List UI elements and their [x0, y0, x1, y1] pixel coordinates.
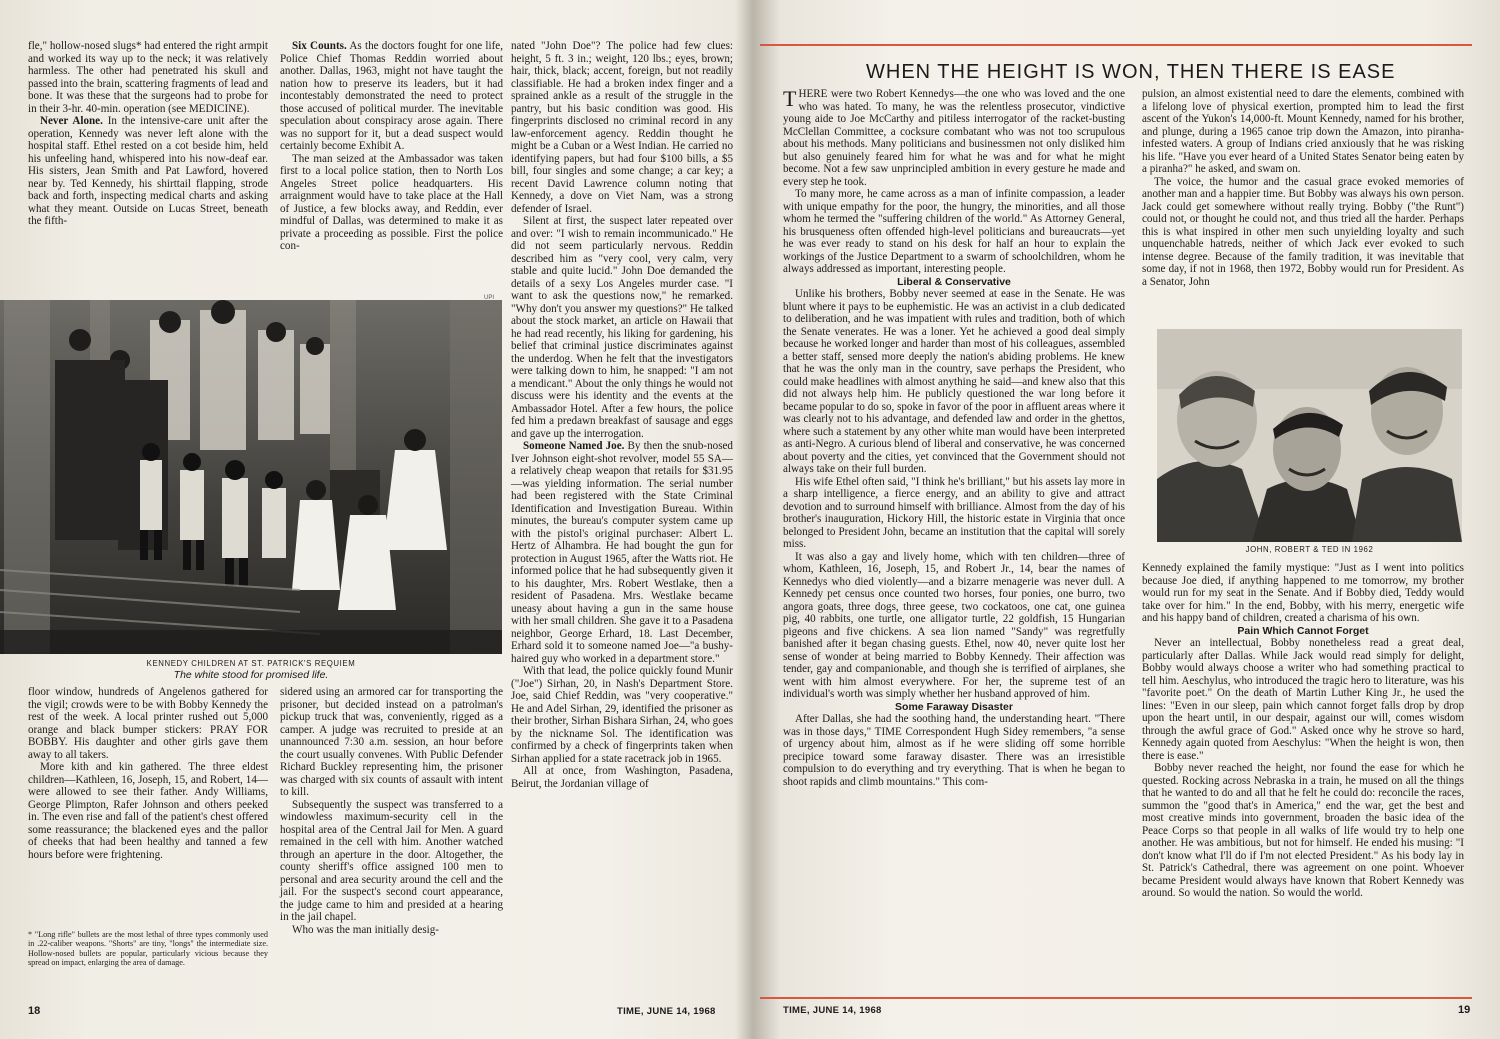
paragraph: floor window, hundreds of Angelenos gathered for the vigil; crowds were to be with Bobby Kennedy the rest of the week. A local printer rushed out 5,000 orange and black bumper stickers: PRAY FOR BOBBY. His daughter and other girls gave them away to all takers.: [28, 686, 268, 761]
paragraph: All at once, from Washington, Pasadena, Beirut, the Jordanian village of: [511, 765, 733, 790]
right-col1: [783, 88, 1125, 788]
brothers-photo: [1157, 329, 1462, 542]
paragraph: Never Alone. In the intensive-care unit after the operation, Kennedy was never left alone with the hospital staff. Ethel rested on a cot beside him, held his unfeeling hand, whispered into his now-deaf ear. His sisters, Jean Smith and Pat Lawford, hovered near by. Ted Kennedy, his shirttail flapping, strode back and forth, inspecting medical charts and asking what they meant. Outside on Lucas Street, beneath the fifth-: [28, 115, 268, 227]
photo-credit-mark: UPI: [484, 295, 495, 301]
photo-caption: JOHN, ROBERT & TED IN 1962: [1245, 545, 1374, 554]
photo-subcaption: The white stood for promised life.: [173, 669, 329, 681]
paragraph: His wife Ethel often said, "I think he's brilliant," but his assets lay more in a sharp intelligence, a fierce energy, and an ability to give and attract devotion and to surround himself with brilliance. Almost from the day of his brother's inauguration, Hickory Hill, the historic estate in Virginia that once belonged to President John, became an institution that the capital will sorely miss.: [783, 475, 1125, 550]
paragraph: Someone Named Joe. By then the snub-nosed Iver Johnson eight-shot revolver, model 55 SA—a relatively cheap weapon that retails for $31.95—was yielding information. The serial number had been registered with the State Criminal Identification and Investigation Bureau. Within minutes, the bureau's computer system came up with the pistol's original purchaser: Albert L. Hertz of Alhambra. He had bought the gun for protection in August 1965, after the Watts riot. He informed police that he had subsequently given it to his daughter, Mrs. Robert Westlake, then a resident of Pasadena. Mrs. Westlake became uneasy about having a gun in the same house with her small children. She gave it to a Pasadena neighbor, George Erhard, 18. Last December, Erhard sold it to someone named Joe—"a bushy-haired guy who worked in a department store.": [511, 440, 733, 665]
right-col2-bottom: [1142, 562, 1464, 900]
left-col1-top: [28, 40, 268, 228]
drop-cap: T: [783, 86, 797, 111]
requiem-photo: [0, 300, 502, 654]
subhead: Some Faraway Disaster: [895, 700, 1013, 713]
footnote: * "Long rifle" bullets are the most lethal of three types commonly used in .22-caliber weapons. "Shorts" are tiny, "longs" the intermediate size. Hollow-nosed bullets are popular, particularly vicious because they spread on impact, enlarging the area of damage.: [28, 930, 268, 968]
bottom-rule: [760, 997, 1472, 999]
paragraph: The man seized at the Ambassador was taken first to a local police station, then to North Los Angeles Street police headquarters. His arraignment would have to take place at the Hall of Justice, a few blocks away, and Reddin, ever mindful of Dallas, was determined to make it as private a proceeding as possible. First the police con-: [280, 152, 503, 252]
paragraph: sidered using an armored car for transporting the prisoner, but decided instead on a patrolman's pickup truck that was, conveniently, rigged as a camper. A judge was recruited to preside at an unannounced 7:30 a.m. session, an hour before the court usually convenes. With Public Defender Richard Buckley representing him, the prisoner was charged with six counts of assault with intent to kill.: [280, 686, 503, 798]
left-col2-bottom: [280, 686, 503, 936]
paragraph: Six Counts. As the doctors fought for one life, Police Chief Thomas Reddin worried about another. Dallas, 1963, might not have taught the nation how to preserve its leaders, but it had incontestably demonstrated the need to protect those accused of political murder. The inevitable speculation about conspiracy arose again. There was no support for it, but a dead suspect would certainly become Exhibit A.: [280, 40, 503, 152]
paragraph: Bobby never reached the height, nor found the ease for which he quested. Rocking across Nebraska in a train, he mused on all the things that he wanted to do and all that he felt he could do: reconcile the races, summon the "good that's in America," end the war, get the best and most creative minds into government, broaden the basic idea of the Peace Corps so that people in all walks of life would try to help one another. He was ambitious, but not for himself. He ended his musing: "I don't know what I'll do if I'm not elected President." As his body lay in St. Patrick's Cathedral, there was agreement on one point. Whoever became President would always have known that Robert Kennedy was around. So would the nation. So would the world.: [1142, 762, 1464, 899]
photo-caption: KENNEDY CHILDREN AT ST. PATRICK'S REQUIEM: [146, 659, 356, 668]
subhead: Liberal & Conservative: [897, 275, 1011, 288]
paragraph: It was also a gay and lively home, which with ten children—three of whom, Kathleen, 16, Joseph, 15, and Robert Jr., 14, bear the names of Kennedys who died violently—and a bizarre menagerie was never dull. A Kennedy pet census once counted two horses, four ponies, one burro, two angora goats, three dogs, three geese, two cockatoos, one cat, one guinea pig, 40 rabbits, one turtle, one alligator turtle, 22 goldfish, 15 Hungarian pigeons and five chickens. A sea lion named "Sandy" was regretfully banished after it began chasing guests. Ethel, now 40, never quite lost her sense of wonder at being married to Bobby Kennedy. Their affection was tender, gay and companionable, and though she is terrified of airplanes, she went with him almost everywhere. For her, the supreme test of an individual's worth was simply whether her husband approved of him.: [783, 550, 1125, 700]
paragraph: nated "John Doe"? The police had few clues: height, 5 ft. 3 in.; weight, 120 lbs.; eyes, brown; hair, thick, black; accent, foreign, but not readily classifiable. He had a broken index finger and a sprained ankle as a result of the struggle in the pantry, but his basic condition was good. His fingerprints disclosed no criminal record in any law-enforcement agency. Reddin thought he might be a Cuban or a West Indian. He carried no identifying papers, but had four $100 bills, a $5 bill, four singles and some change; a car key; a recent David Lawrence column noting that Kennedy, a dove on Viet Nam, was a strong defender of Israel.: [511, 40, 733, 215]
paragraph: THERE were two Robert Kennedys—the one who was loved and the one who was hated. To many, he was the relentless prosecutor, vindictive young aide to Joe McCarthy and pitiless interrogator of the racket-busting McClellan Committee, a cocksure combatant who was not too scrupulous about his methods. Many politicians and businessmen not only disliked him but also genuinely feared him for what he was and for what he might become. Not a few saw unprincipled ambition in every gesture he made and every step he took.: [783, 86, 1125, 188]
left-col1-bottom: [28, 686, 268, 861]
page-number: 18: [28, 1005, 41, 1017]
subhead: Pain Which Cannot Forget: [1237, 624, 1369, 637]
paragraph: fle," hollow-nosed slugs* had entered the right armpit and worked its way up to the neck; it was relatively harmless. The other had penetrated his skull and passed into the brain, scattering fragments of lead and bone. It was these that the surgeons had to probe for in their 3-hr. 40-min. operation (see MEDICINE).: [28, 40, 268, 115]
section-lead: Six Counts.: [292, 40, 347, 52]
top-rule: [760, 44, 1472, 46]
paragraph: With that lead, the police quickly found Munir ("Joe") Sirhan, 20, in Nash's Department Store. Joe, said Chief Reddin, was "very cooperative." He and Adel Sirhan, 29, identified the prisoner as their brother, Sirhan Bishara Sirhan, 24, who goes by the nickname Sol. The identification was confirmed by a check of fingerprints taken when Sirhan applied for a state racetrack job in 1965.: [511, 665, 734, 765]
paragraph: To many more, he came across as a man of infinite compassion, a leader with unique empathy for the poor, the hungry, the minorities, and all those whom he termed the "suffering children of the world." As Attorney General, his brusqueness often offended high-level politicians and bureaucrats—yet he was ever ready to stand on his desk for half an hour to explain the workings of the Justice Department to a swarm of schoolchildren, whom he always addressed as important, interesting people.: [783, 188, 1125, 275]
paragraph: More kith and kin gathered. The three eldest children—Kathleen, 16, Joseph, 15, and Robert, 14—were allowed to see their father. Andy Williams, George Plimpton, Rafer Johnson and others peeked in. The even rise and fall of the patient's chest offered some reassurance; the blackened eyes and the pallor of cheeks that had been healthy and tanned a few hours before were frightening.: [28, 761, 268, 861]
headline: WHEN THE HEIGHT IS WON, THEN THERE IS EASE: [866, 61, 1396, 83]
left-col3: [511, 40, 733, 790]
paragraph: Never an intellectual, Bobby nonetheless read a great deal, particularly after Dallas. While Jack would read simply for delight, Bobby would always choose a writer who had something practical to tell him. Aeschylus, who introduced the tragic hero to literature, was his "favorite poet." On the death of Martin Luther King Jr., he used the lines: "Even in our sleep, pain which cannot forget falls drop by drop upon the heart until, in our despair, against our will, comes wisdom through the awful grace of God." Asked once why he strove so hard, Kennedy again quoted from Aeschylus: "When the height is won, then there is ease.": [1142, 637, 1464, 762]
paragraph: Kennedy explained the family mystique: "Just as I went into politics because Joe died, if anything happened to me tomorrow, my brother would run for my seat in the Senate. And if Bobby died, Teddy would take over for him." In the end, Bobby, with his merry, energetic wife and his happy band of children, created a charisma of his own.: [1142, 562, 1464, 624]
folio: TIME, JUNE 14, 1968: [783, 1005, 882, 1016]
paragraph: Silent at first, the suspect later repeated over and over: "I wish to remain incommunicado." He did not seem particularly nervous. Reddin described him as "very cool, very calm, very stable and quite lucid." John Doe demanded the details of a sexy Los Angeles murder case. "I want to ask the questions now," he remarked. "Why don't you answer my questions?" He talked about the stock market, an article on Hawaii that he had read recently, his liking for gardening, his belief that criminal justice discriminates against the underdog. When he felt that the investigators were talking down to him, he snapped: "I am not a mendicant." About the only things he would not discuss were his identity and the events at the Ambassador Hotel. After a few hours, the police fed him a predawn breakfast of sausage and eggs and gave up the interrogation.: [511, 215, 733, 440]
paragraph: Unlike his brothers, Bobby never seemed at ease in the Senate. He was blunt where it pays to be euphemistic. He was an activist in a club dedicated to deliberation, and he was impatient with rules and tradition, both of which the Senate venerates. He was a loner. Yet he achieved a good deal simply because he worked longer and harder than most of his colleagues, assembled a better staff, sensed more deeply the nation's abiding problems. He knew that he was the only man in the country, save perhaps the President, who could make headlines with almost anything he said—and knew also that this did not always help him. He publicly questioned the war long before it became popular to do so, spoke in favor of the poor in affluent areas where it was clearly not to his advantage, and defended law and order in the ghettos, where such a statement by any other white man would have been interpreted as anti-Negro. A curious blend of liberal and conservative, he was concerned about poverty and the cities, yet convinced that the Government should not always take on their full burden.: [783, 288, 1125, 475]
paragraph: Who was the man initially desig-: [292, 923, 439, 936]
paragraph: pulsion, an almost existential need to dare the elements, combined with a lifelong love of physical exertion, prompted him to lead the first ascent of the Yukon's 14,000-ft. Mount Kennedy, named for his brother, and plunge, during a 1965 canoe trip down the Amazon, into piranha-infested waters. A group of Indians cried anxiously that he was risking his life. "Have you ever heard of a United States Senator being eaten by a piranha?" he asked, and swam on.: [1142, 88, 1464, 175]
section-lead: Never Alone.: [40, 115, 103, 127]
left-col2-top: [280, 40, 503, 253]
folio: TIME, JUNE 14, 1968: [617, 1006, 716, 1017]
page-number: 19: [1458, 1004, 1471, 1016]
right-col2-top: [1142, 88, 1464, 288]
paragraph: The voice, the humor and the casual grace evoked memories of another man and a happier time. But Bobby was always his own person. Jack could get somewhere without really trying. Bobby ("the Runt") could not, or thought he could not, and thus tried all the harder. Perhaps this is what inspired in other men such unyielding loyalty and such unquenchable hatreds, neither of which Jack ever evoked to such intense degree. Because of the family tradition, it was inevitable that some day, if not in 1968, then 1972, Bobby would run for President. As a Senator, John: [1142, 175, 1464, 288]
section-lead: Someone Named Joe.: [523, 440, 625, 452]
paragraph: After Dallas, she had the soothing hand, the understanding heart. "There was in those days," TIME Correspondent Hugh Sidey remembers, "a sense of urgency about him, almost as if he were sliding off some horrible precipice toward some faraway disaster. There was an irresistible compulsion to do everything and try everything. That is when he began to shoot rapids and climb mountains." This com-: [783, 713, 1125, 788]
paragraph: Subsequently the suspect was transferred to a windowless maximum-security cell in the hospital area of the Central Jail for Men. A guard remained in the cell with him. Another watched through an aperture in the door. Altogether, the county sheriff's office assigned 100 men to personal and area security around the cell and the jail. For the suspect's second court appearance, the judge came to him and presided at a hearing in the jail chapel.: [280, 798, 503, 923]
